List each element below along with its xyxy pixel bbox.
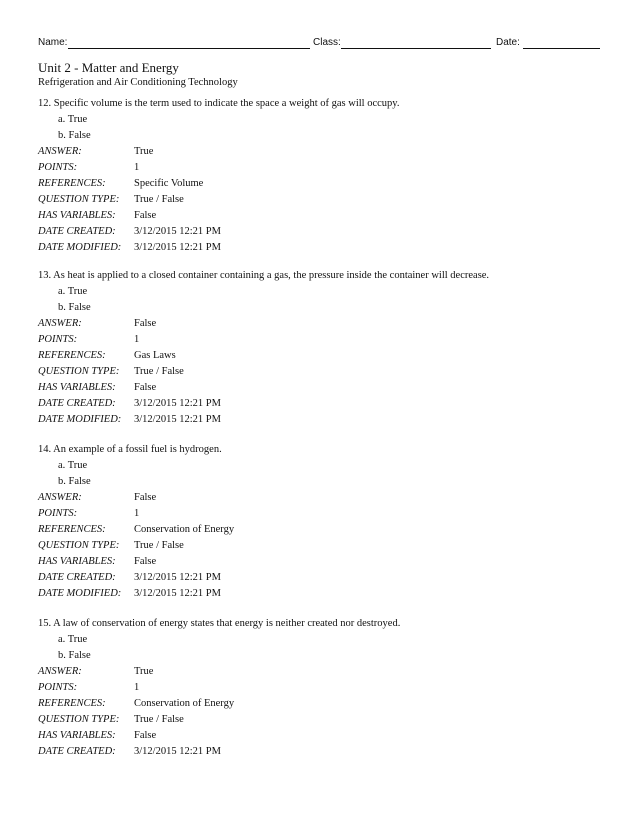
- question-type-label: QUESTION TYPE:: [38, 366, 120, 377]
- points-value: 1: [134, 162, 140, 173]
- points-label: POINTS:: [38, 334, 78, 345]
- date-created-value: 3/12/2015 12:21 PM: [134, 572, 221, 583]
- option-b: b. False: [58, 650, 91, 661]
- references-value: Conservation of Energy: [134, 524, 235, 535]
- option-a: a. True: [58, 634, 88, 645]
- date-modified-label: DATE MODIFIED:: [38, 414, 122, 425]
- question-stem: 15. A law of conservation of energy states that energy is neither created nor destroyed.: [38, 618, 401, 629]
- has-variables-label: HAS VARIABLES:: [38, 730, 116, 741]
- option-a: a. True: [58, 460, 88, 471]
- has-variables-label: HAS VARIABLES:: [38, 382, 116, 393]
- date-modified-value: 3/12/2015 12:21 PM: [134, 588, 221, 599]
- date-line: [523, 48, 600, 49]
- answer-value: True: [134, 146, 154, 157]
- date-created-label: DATE CREATED:: [38, 572, 116, 583]
- points-label: POINTS:: [38, 508, 78, 519]
- references-value: Specific Volume: [134, 178, 204, 189]
- question-stem: 12. Specific volume is the term used to indicate the space a weight of gas will occupy.: [38, 98, 400, 109]
- date-created-value: 3/12/2015 12:21 PM: [134, 226, 221, 237]
- option-b: b. False: [58, 302, 91, 313]
- class-label: Class:: [313, 37, 341, 48]
- points-label: POINTS:: [38, 682, 78, 693]
- question-type-value: True / False: [134, 714, 184, 725]
- has-variables-value: False: [134, 730, 157, 741]
- name-line: [68, 48, 310, 49]
- answer-label: ANSWER:: [38, 492, 82, 503]
- class-line: [341, 48, 491, 49]
- option-b: b. False: [58, 130, 91, 141]
- answer-label: ANSWER:: [38, 318, 82, 329]
- question-stem: 13. As heat is applied to a closed container containing a gas, the pressure inside the container will decrease.: [38, 270, 490, 281]
- question-type-value: True / False: [134, 194, 184, 205]
- points-label: POINTS:: [38, 162, 78, 173]
- date-created-value: 3/12/2015 12:21 PM: [134, 746, 221, 757]
- option-a: a. True: [58, 114, 88, 125]
- answer-value: False: [134, 492, 157, 503]
- has-variables-value: False: [134, 382, 157, 393]
- date-label: Date:: [496, 37, 520, 48]
- option-b: b. False: [58, 476, 91, 487]
- document-subtitle: Refrigeration and Air Conditioning Technology: [38, 77, 238, 88]
- answer-value: False: [134, 318, 157, 329]
- date-created-label: DATE CREATED:: [38, 746, 116, 757]
- has-variables-value: False: [134, 210, 157, 221]
- references-value: Gas Laws: [134, 350, 176, 361]
- date-modified-label: DATE MODIFIED:: [38, 242, 122, 253]
- document-title: Unit 2 - Matter and Energy: [38, 60, 179, 75]
- has-variables-value: False: [134, 556, 157, 567]
- has-variables-label: HAS VARIABLES:: [38, 556, 116, 567]
- date-created-value: 3/12/2015 12:21 PM: [134, 398, 221, 409]
- date-created-label: DATE CREATED:: [38, 226, 116, 237]
- option-a: a. True: [58, 286, 88, 297]
- answer-label: ANSWER:: [38, 666, 82, 677]
- references-label: REFERENCES:: [38, 698, 106, 709]
- date-modified-value: 3/12/2015 12:21 PM: [134, 414, 221, 425]
- references-value: Conservation of Energy: [134, 698, 235, 709]
- question-type-label: QUESTION TYPE:: [38, 714, 120, 725]
- header-fields: [38, 37, 600, 51]
- has-variables-label: HAS VARIABLES:: [38, 210, 116, 221]
- question-type-value: True / False: [134, 540, 184, 551]
- question-stem: 14. An example of a fossil fuel is hydrogen.: [38, 444, 222, 455]
- date-modified-value: 3/12/2015 12:21 PM: [134, 242, 221, 253]
- question-type-label: QUESTION TYPE:: [38, 540, 120, 551]
- answer-value: True: [134, 666, 154, 677]
- answer-label: ANSWER:: [38, 146, 82, 157]
- points-value: 1: [134, 682, 140, 693]
- references-label: REFERENCES:: [38, 524, 106, 535]
- question-type-value: True / False: [134, 366, 184, 377]
- references-label: REFERENCES:: [38, 178, 106, 189]
- points-value: 1: [134, 508, 140, 519]
- references-label: REFERENCES:: [38, 350, 106, 361]
- date-modified-label: DATE MODIFIED:: [38, 588, 122, 599]
- name-label: Name:: [38, 37, 68, 48]
- points-value: 1: [134, 334, 140, 345]
- question-type-label: QUESTION TYPE:: [38, 194, 120, 205]
- date-created-label: DATE CREATED:: [38, 398, 116, 409]
